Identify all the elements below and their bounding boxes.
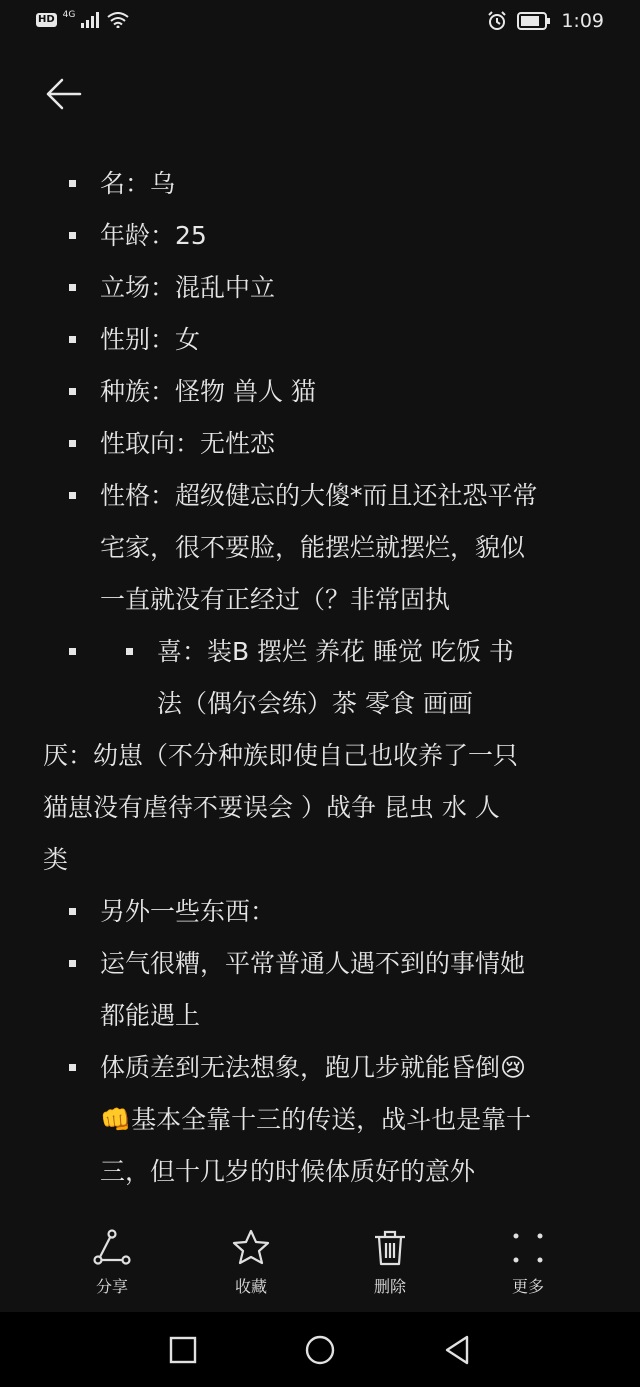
note-line-personality-3: 一直就没有正经过（？非常固执 <box>100 585 451 614</box>
battery-icon <box>517 12 551 30</box>
note-line-dislikes-2: 猫崽没有虐待不要误会 ）战争 昆虫 水 人 <box>43 793 500 822</box>
delete-label: 删除 <box>373 1277 406 1296</box>
note-line-race: 种族：怪物 兽人 猫 <box>100 377 316 406</box>
note-line-likes-2: 法（偶尔会练）茶 零食 画画 <box>157 689 473 718</box>
triangle-back-icon[interactable] <box>437 1330 477 1370</box>
note-line-personality: 性格：超级健忘的大傻*而且还社恐平常 <box>100 481 538 510</box>
note-line-other: 另外一些东西： <box>100 897 276 926</box>
note-line-health-2: 👊基本全靠十三的传送，战斗也是靠十 <box>100 1105 532 1134</box>
network-type: 4G <box>62 10 76 20</box>
favorite-label: 收藏 <box>234 1277 267 1296</box>
bottom-toolbar <box>0 1218 640 1312</box>
note-line-luck-2: 都能遇上 <box>100 1001 201 1030</box>
circle-icon[interactable] <box>300 1330 340 1370</box>
bullet <box>69 908 76 915</box>
bullet <box>126 648 133 655</box>
bullet <box>69 960 76 967</box>
wifi-icon <box>107 12 129 28</box>
hd-badge: HD <box>38 14 55 25</box>
note-line-health-3: 三，但十几岁的时候体质好的意外 <box>100 1157 476 1186</box>
bullet <box>69 232 76 239</box>
share-icon <box>92 1228 132 1268</box>
note-line-dislikes-3: 类 <box>43 845 69 874</box>
signal-icon <box>81 12 101 28</box>
star-icon <box>231 1228 271 1268</box>
alarm-icon <box>487 11 507 31</box>
bullet <box>69 648 76 655</box>
status-bar <box>0 0 640 44</box>
more-dots-icon <box>508 1228 548 1268</box>
note-line-name: 名：乌 <box>100 169 176 198</box>
note-line-likes: 喜：装B 摆烂 养花 睡觉 吃饭 书 <box>157 637 514 666</box>
bullet <box>69 180 76 187</box>
note-line-orientation: 性取向：无性恋 <box>100 429 276 458</box>
status-left <box>36 12 129 28</box>
system-nav-bar <box>0 1312 640 1387</box>
bullet <box>69 388 76 395</box>
arrow-left-icon[interactable] <box>44 74 84 114</box>
status-right <box>487 10 604 32</box>
note-line-personality-2: 宅家，很不要脸，能摆烂就摆烂，貌似 <box>100 533 526 562</box>
bullet <box>69 440 76 447</box>
note-line-health: 体质差到无法想象，跑几步就能昏倒😢 <box>100 1053 527 1082</box>
favorite-button[interactable] <box>211 1228 291 1297</box>
share-label: 分享 <box>95 1277 128 1296</box>
trash-icon <box>370 1228 410 1268</box>
bullet <box>69 492 76 499</box>
note-line-luck: 运气很糟，平常普通人遇不到的事情她 <box>100 949 526 978</box>
bullet <box>69 284 76 291</box>
bullet <box>69 1064 76 1071</box>
delete-button[interactable] <box>350 1228 430 1297</box>
bullet <box>69 336 76 343</box>
square-icon[interactable] <box>163 1330 203 1370</box>
share-button[interactable] <box>72 1228 152 1297</box>
clock-time: 1:09 <box>561 10 604 32</box>
note-line-alignment: 立场：混乱中立 <box>100 273 276 302</box>
note-line-age: 年龄：25 <box>100 221 207 250</box>
more-button[interactable] <box>488 1228 568 1297</box>
note-line-dislikes: 厌：幼崽（不分种族即使自己也收养了一只 <box>43 741 519 770</box>
note-line-gender: 性别：女 <box>100 325 201 354</box>
more-label: 更多 <box>511 1277 544 1296</box>
